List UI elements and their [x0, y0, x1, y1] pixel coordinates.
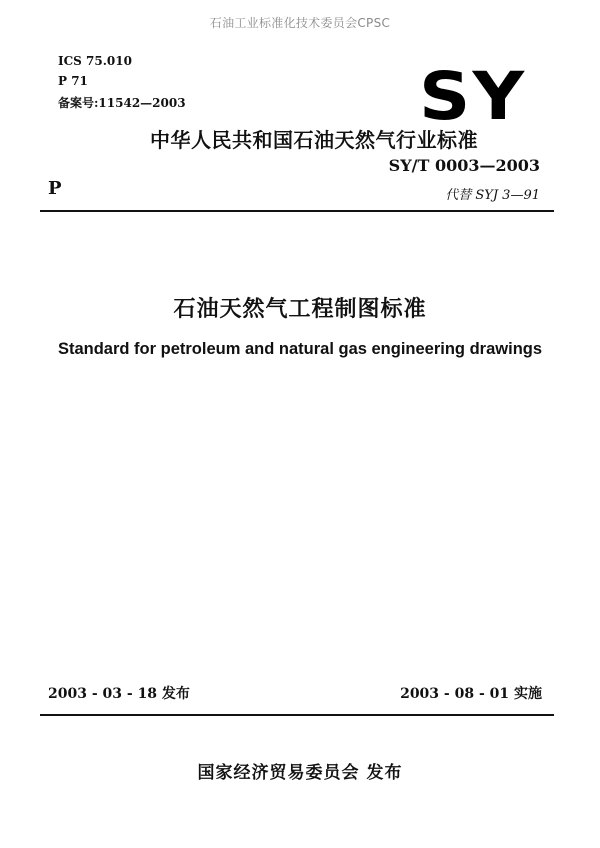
sy-logo: SY	[418, 58, 526, 135]
standard-code: SY/T 0003—2003	[388, 156, 540, 175]
record-number: 备案号:11542—2003	[58, 96, 186, 110]
classification-mark: P	[48, 178, 62, 199]
bottom-divider	[40, 714, 554, 716]
title-english: Standard for petroleum and natural gas engineering drawings	[57, 340, 543, 358]
issuing-authority: 国家经济贸易委员会 发布	[197, 763, 403, 783]
title-chinese: 石油天然气工程制图标准	[173, 297, 427, 322]
replaces-note: 代替 SYJ 3—91	[445, 188, 540, 203]
organization-title: 中华人民共和国石油天然气行业标准	[150, 128, 478, 152]
ccs-code: P 71	[58, 74, 88, 88]
issue-date: 2003 - 03 - 18 发布	[48, 686, 190, 702]
watermark-text: 石油工业标准化技术委员会CPSC	[209, 16, 391, 30]
effective-date: 2003 - 08 - 01 实施	[400, 686, 542, 702]
top-divider	[40, 210, 554, 212]
ics-code: ICS 75.010	[58, 54, 132, 68]
